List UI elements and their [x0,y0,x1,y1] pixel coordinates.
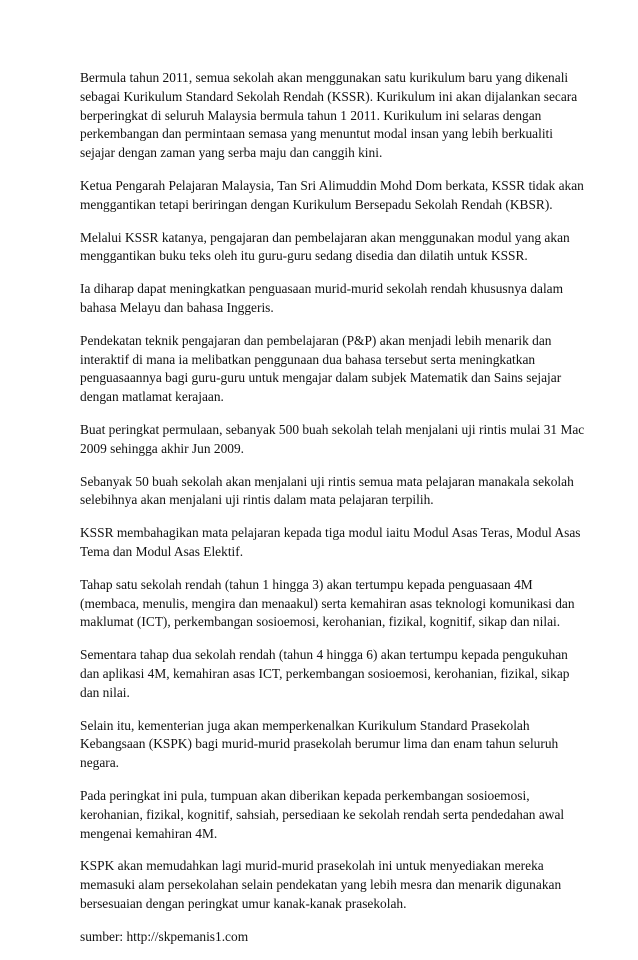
text-line: interaktif di mana ia melibatkan penggunaan dua bahasa tersebut serta meningkatkan [80,351,536,367]
paragraph-8 [80,524,581,562]
paragraph-10 [80,646,570,702]
text-line: (membaca, menulis, mengira dan menaakul) serta kemahiran asas teknologi komunikasi dan [80,595,575,611]
text-line: Ketua Pengarah Pelajaran Malaysia, Tan Sri Alimuddin Mohd Dom berkata, KSSR tidak akan [80,177,584,193]
source-text: sumber: http://skpemanis1.com [80,928,249,944]
text-line: Pada peringkat ini pula, tumpuan akan diberikan kepada perkembangan sosioemosi, [80,787,530,803]
text-line: Ia diharap dapat meningkatkan penguasaan murid-murid sekolah rendah khususnya dalam [80,281,564,297]
text-line: perkembangan dan permintaan semasa yang menuntut modal insan yang lebih berkualiti [80,126,553,142]
text-line: Sementara tahap dua sekolah rendah (tahun 4 hingga 6) akan tertumpu kepada pengukuhan [80,647,568,663]
text-line: memasuki alam persekolahan selain pendekatan yang lebih mesra dan menarik digunakan [80,877,562,893]
text-line: Tahap satu sekolah rendah (tahun 1 hingga 3) akan tertumpu kepada penguasaan 4M [80,576,533,592]
paragraph-11 [80,717,566,773]
text-line: negara. [80,755,120,771]
text-line: 2009 sehingga akhir Jun 2009. [80,440,245,456]
text-line: Buat peringkat permulaan, sebanyak 500 buah sekolah telah menjalani uji rintis mulai 31 Mac [80,421,585,437]
paragraph-9 [80,576,575,632]
text-line: Sebanyak 50 buah sekolah akan menjalani uji rintis semua mata pelajaran manakala sekolah [80,473,574,489]
text-line: berperingkat di seluruh Malaysia bermula tahun 1 2011. Kurikulum ini selaras dengan [80,107,542,123]
text-line: kerohanian, fizikal, kognitif, sahsiah, persediaan ke sekolah rendah serta pendedahan awal [80,806,565,822]
text-line: bahasa Melayu dan bahasa Inggeris. [80,299,274,315]
text-line: Melalui KSSR katanya, pengajaran dan pembelajaran akan menggunakan modul yang akan [80,229,570,245]
text-line: menggantikan tetapi beriringan dengan Kurikulum Bersepadu Sekolah Rendah (KBSR). [80,196,553,212]
paragraph-1 [80,69,578,163]
paragraph-4 [80,280,566,318]
source-citation [80,928,566,947]
text-line: Selain itu, kementerian juga akan memperkenalkan Kurikulum Standard Prasekolah [80,717,530,733]
text-line: sejajar dengan zaman yang serba maju dan canggih kini. [80,145,383,161]
text-line: Pendekatan teknik pengajaran dan pembelajaran (P&P) akan menjadi lebih menarik dan [80,332,552,348]
text-line: dan nilai. [80,684,130,700]
text-line: Bermula tahun 2011, semua sekolah akan menggunakan satu kurikulum baru yang dikenali [80,70,569,85]
text-line: menggantikan buku teks oleh itu guru-guru sedang disedia dan dilatih untuk KSSR. [80,248,528,264]
paragraph-6 [80,421,585,459]
text-line: KSPK akan memudahkan lagi murid-murid prasekolah ini untuk menyediakan mereka [80,858,544,874]
paragraph-5 [80,332,566,407]
text-line: mengenai kemahiran 4M. [80,825,218,841]
text-line: sebagai Kurikulum Standard Sekolah Rendah (KSSR). Kurikulum ini akan dijalankan secara [80,88,578,104]
text-line: Kebangsaan (KSPK) bagi murid-murid prasekolah berumur lima dan enam tahun seluruh [80,736,559,752]
text-line: Tema dan Modul Asas Elektif. [80,543,244,559]
paragraph-12 [80,787,566,843]
paragraph-7 [80,473,574,511]
paragraph-13 [80,857,566,913]
document-body [80,69,585,960]
text-line: maklumat (ICT), perkembangan sosioemosi, kerohanian, fizikal, kognitif, sikap dan nilai. [80,614,561,630]
text-line: selebihnya akan menjalani uji rintis dalam mata pelajaran terpilih. [80,492,434,508]
text-line: penguasaannya bagi guru-guru untuk mengajar dalam subjek Matematik dan Sains sejajar [80,370,562,386]
text-line: dengan matlamat kerajaan. [80,389,224,405]
text-line: dan aplikasi 4M, kemahiran asas ICT, perkembangan sosioemosi, kerohanian, fizikal, sikap [80,665,570,681]
paragraph-2 [80,177,584,215]
text-line: bersesuaian dengan peringkat umur kanak-kanak prasekolah. [80,895,407,911]
paragraph-3 [80,229,570,267]
text-line: KSSR membahagikan mata pelajaran kepada tiga modul iaitu Modul Asas Teras, Modul Asas [80,525,581,541]
